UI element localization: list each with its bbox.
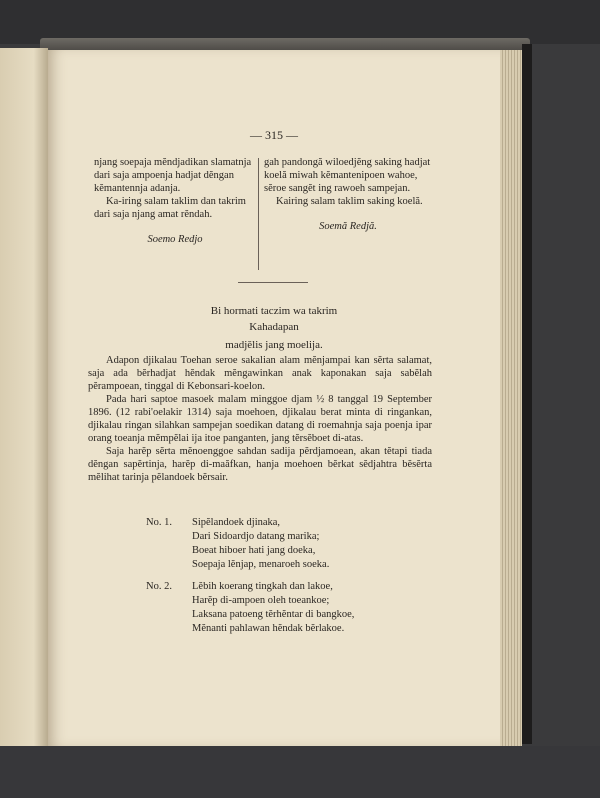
verse-line: Boeat hiboer hati jang doeka, xyxy=(192,545,316,556)
section-rule xyxy=(238,282,308,283)
body-paragraph-1: Adapon djikalau Toehan seroe sakalian alam mĕnjampai kan sĕrta salamat, saja ada bĕrhadjat hĕndak mĕngawinkan anak kaponakan saja sabĕlah pĕrampoean, tinggal di Kebonsari-koelon. xyxy=(88,355,432,392)
right-column xyxy=(264,156,432,233)
verse-number: No. 1. xyxy=(146,517,172,528)
verse-line: Lĕbih koerang tingkah dan lakoe, xyxy=(192,581,333,592)
verse-line: Harĕp di-ampoen oleh toeankoe; xyxy=(192,595,330,606)
verse-lines xyxy=(192,516,432,572)
left-page-edge xyxy=(0,48,48,748)
right-paragraph-2: Kairing salam taklim saking koelă. xyxy=(276,196,423,207)
left-paragraph-1: njang soepaja mĕndjadikan slamatnja dari saja ampoenja hadjat dĕngan kĕmantennja adanja. xyxy=(94,157,252,194)
book-cover-right xyxy=(522,44,532,744)
book-page xyxy=(48,50,500,746)
verse-line: Dari Sidoardjo datang marika; xyxy=(192,531,320,542)
right-signature: Soemă Redjă. xyxy=(319,221,377,232)
verse-line: Laksana patoeng tĕrhĕntar di bangkoe, xyxy=(192,609,355,620)
verse-lines xyxy=(192,580,432,636)
verse-number: No. 2. xyxy=(146,581,172,592)
page-number: — 315 — xyxy=(250,128,298,142)
body-paragraph-3: Saja harĕp sĕrta mĕnoenggoe sahdan sadija pĕrdjamoean, akan tĕtapi tiada dĕngan sapĕrtinja, harĕp di-maăfkan, hanja moehoen bĕrkat sĕdjahtra bĕsĕrta mĕlihat tarinja pĕlandoek bĕrsair. xyxy=(88,446,432,483)
heading-line-1: Bi hormati taczim wa takrim xyxy=(210,305,338,317)
heading-line-3: madjĕlis jang moelija. xyxy=(225,339,323,351)
verse-line: Soepaja lĕnjap, menaroeh soeka. xyxy=(192,559,330,570)
page-stack-edge xyxy=(500,50,522,746)
background-bottom xyxy=(0,746,600,798)
letter-body xyxy=(88,354,432,484)
verse-line: Sipĕlandoek djinaka, xyxy=(192,517,281,528)
column-divider xyxy=(258,158,259,270)
body-paragraph-2: Pada hari saptoe masoek malam minggoe djam ½ 8 tanggal 19 September 1896. (12 rabi'oelakir 1314) saja moehoen, djikalau berat minta di ringankan, djikalau ringan silahkan sampejan soedikan datang di roemahnja saja poenja ipar orang toeanja mĕmpĕlai ija itoe panganten, jang tĕrsĕboet di-atas. xyxy=(88,394,432,444)
verse-line: Mĕnanti pahlawan hĕndak bĕrlakoe. xyxy=(192,623,345,634)
right-paragraph-1: gah pandongă wiloedjĕng saking hadjat koelă miwah kĕmantenipoen wahoe, sĕroe sangĕt ing rawoeh sampejan. xyxy=(264,157,431,194)
left-signature: Soemo Redjo xyxy=(147,234,203,245)
left-paragraph-2: Ka-iring salam taklim dan takrim dari saja njang amat rĕndah. xyxy=(94,196,246,220)
left-column xyxy=(94,156,256,246)
heading-line-2: Kahadapan xyxy=(249,321,299,333)
